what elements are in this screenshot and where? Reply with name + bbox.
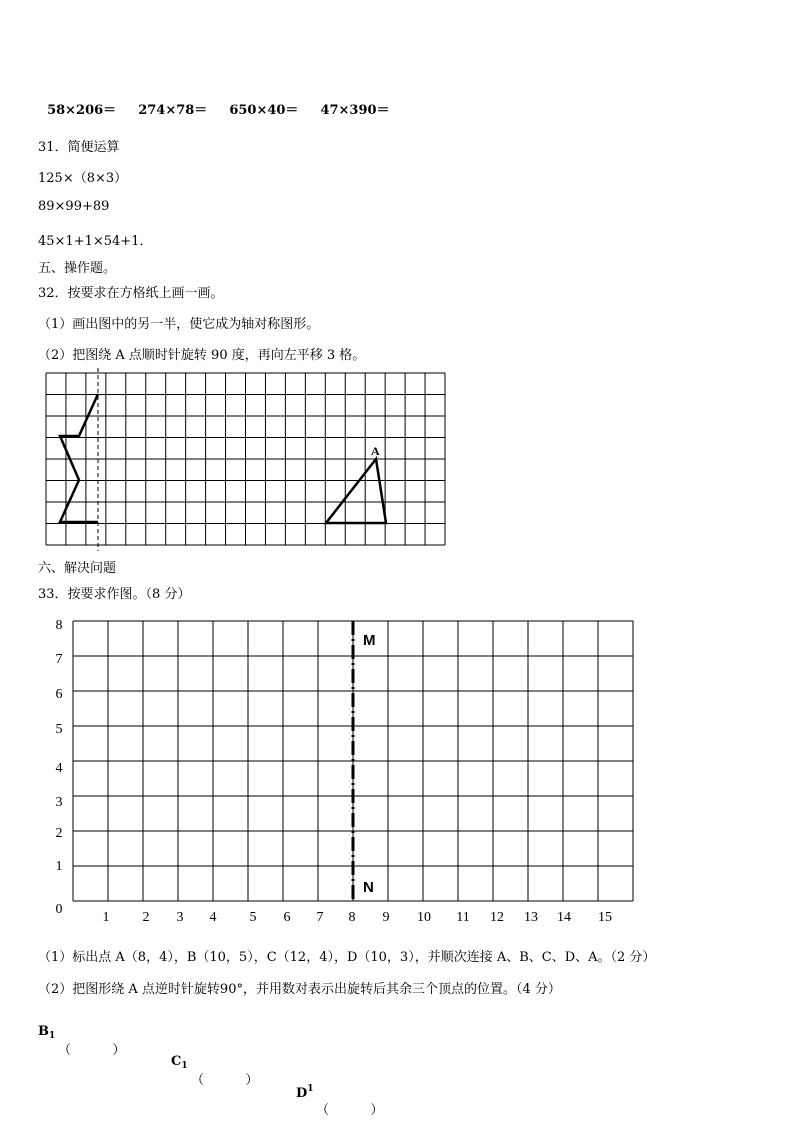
calc-item: 650×40＝ (229, 103, 299, 118)
q31-item: 89×99+89 (38, 199, 110, 214)
x-tick-label: 13 (524, 910, 538, 925)
y-tick-label: 7 (55, 652, 63, 667)
y-tick-label: 6 (55, 687, 63, 702)
answer-d: $D^1$ (296, 1084, 314, 1101)
answer-c-blank[interactable]: （ ） (191, 1073, 259, 1088)
q33-part1: （1）标出点 A（8，4），B（10，5），C（12，4），D（10，3），并顺次连接 A、B、C、D、A。（2 分） (38, 950, 656, 965)
calc-item: 58×206＝ (47, 103, 117, 118)
x-tick-label: 1 (102, 910, 110, 925)
q33-part2: （2）把图形绕 A 点逆时针旋转90°，并用数对表示出旋转后其余三个顶点的位置。（4 分） (38, 982, 561, 997)
y-tick-label: 3 (55, 795, 63, 810)
q32-triangle (326, 459, 386, 523)
x-tick-label: 2 (142, 910, 150, 925)
y-tick-label: 5 (55, 722, 63, 737)
y-tick-label: 8 (55, 618, 63, 633)
x-tick-label: 12 (490, 910, 504, 925)
x-tick-label: 8 (348, 910, 356, 925)
q33-answer-row (38, 1009, 384, 1118)
q33-label-n: N (363, 879, 374, 896)
answer-b: $B_1$ (38, 1024, 56, 1041)
q32-part1: （1）画出图中的另一半，使它成为轴对称图形。 (38, 317, 320, 332)
y-tick-label: 2 (55, 826, 63, 841)
calc-item: 274×78＝ (138, 103, 208, 118)
q31-item: 45×1+1×54+1． (38, 234, 153, 249)
q33-title: 33．按要求作图。（8 分） (38, 587, 191, 602)
answer-d-blank[interactable]: （ ） (316, 1103, 384, 1118)
section5-heading: 五、操作题。 (38, 261, 117, 276)
y-tick-label: 1 (55, 859, 63, 874)
x-tick-label: 7 (316, 910, 324, 925)
x-tick-label: 9 (382, 910, 390, 925)
q32-grid (46, 373, 445, 545)
q31-item: 125×（8×3） (38, 171, 128, 186)
q32-half-figure (60, 394, 98, 522)
x-tick-label: 11 (456, 910, 470, 925)
x-tick-label: 6 (283, 910, 291, 925)
x-tick-label: 10 (417, 910, 431, 925)
q32-point-label: A (371, 444, 380, 458)
q33-x-ticks (103, 910, 613, 925)
q33-y-ticks (56, 618, 63, 917)
calc-line (38, 84, 412, 118)
x-tick-label: 3 (176, 910, 184, 925)
q33-grid (73, 621, 633, 901)
answer-c: $C_1$ (171, 1054, 188, 1071)
x-tick-label: 15 (598, 910, 612, 925)
calc-item: 47×390＝ (320, 103, 390, 118)
x-tick-label: 5 (249, 910, 257, 925)
y-tick-label: 4 (55, 761, 63, 776)
answer-b-blank[interactable]: （ ） (58, 1043, 126, 1058)
section6-heading: 六、解决问题 (38, 561, 117, 576)
q33-label-m: M (363, 632, 376, 649)
x-tick-label: 14 (557, 910, 571, 925)
y-tick-label: 0 (55, 902, 63, 917)
x-tick-label: 4 (209, 910, 217, 925)
q32-part2: （2）把图绕 A 点顺时针旋转 90 度，再向左平移 3 格。 (38, 348, 366, 363)
q32-title: 32．按要求在方格纸上画一画。 (38, 286, 224, 301)
q31-title: 31．简便运算 (38, 140, 120, 155)
